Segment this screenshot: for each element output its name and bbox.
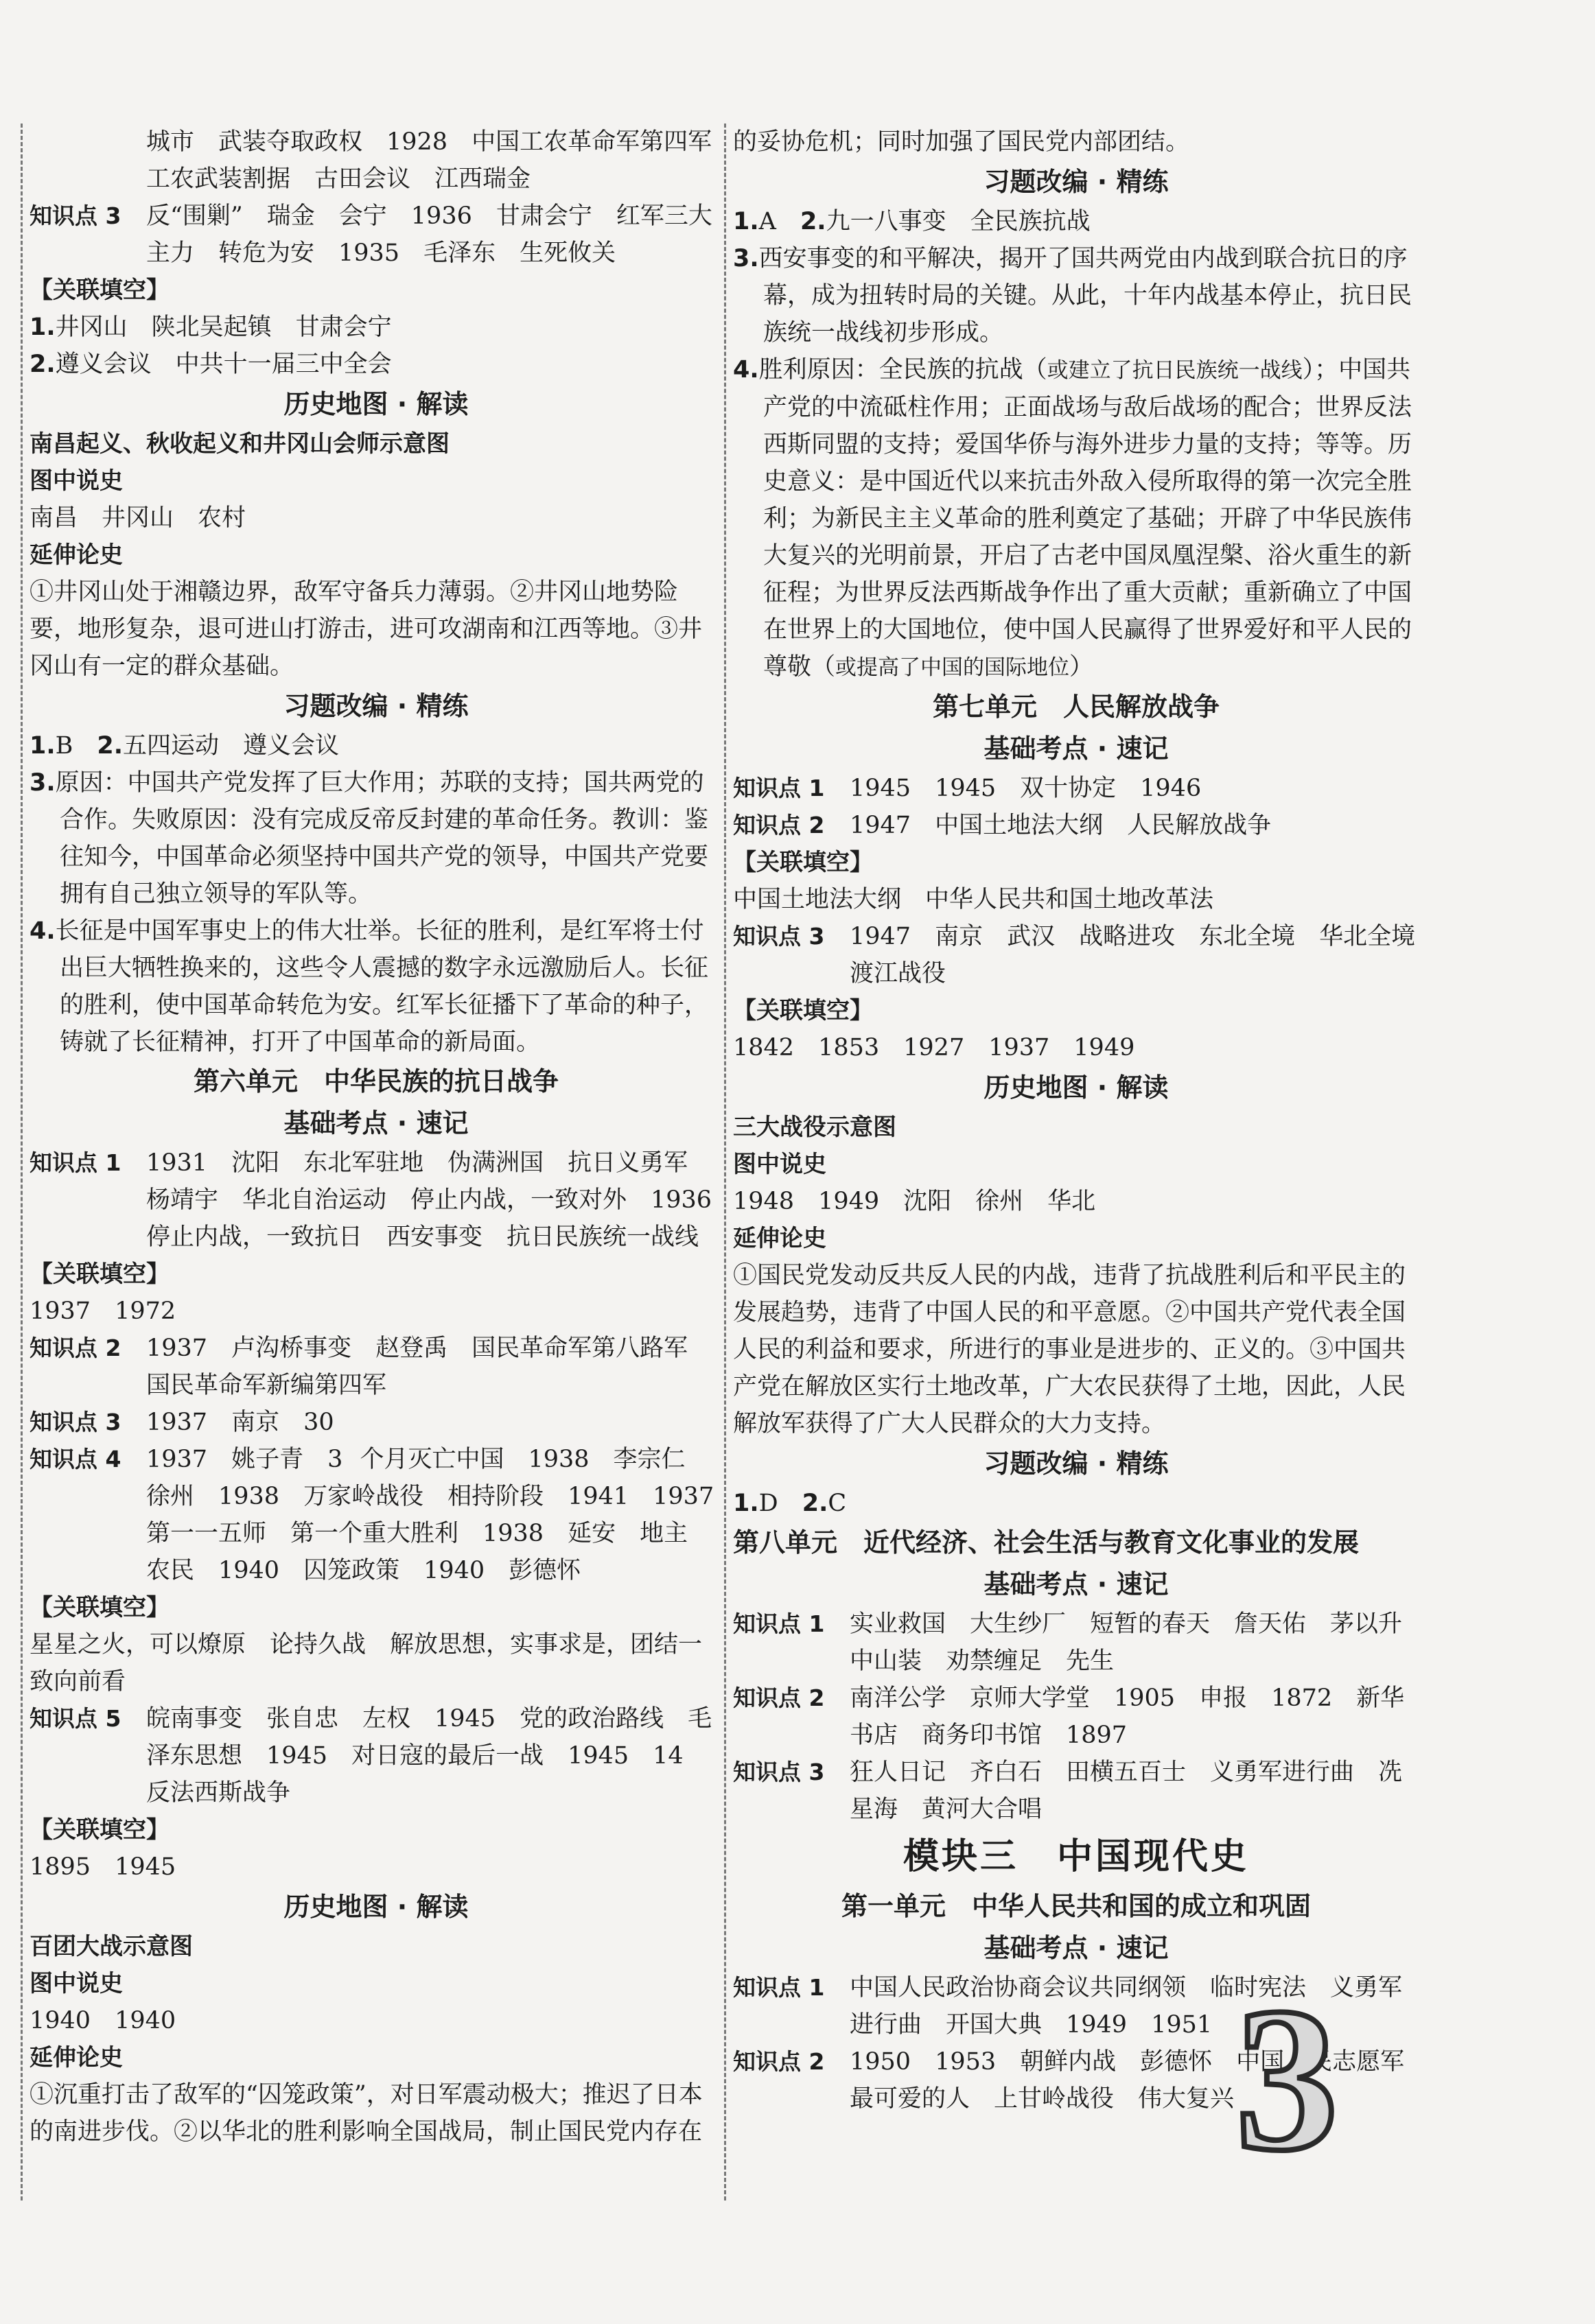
map-name: 三大战役示意图: [733, 1114, 896, 1141]
section-title-basic: 基础考点 · 速记: [983, 733, 1169, 764]
section-title-exercise: 习题改编 · 精练: [983, 167, 1169, 197]
map-subheading: 延伸论史: [30, 541, 123, 569]
right-column: [724, 124, 1440, 2200]
knowledge-point-3: [30, 198, 723, 272]
kp-label: 知识点 1: [733, 1610, 825, 1637]
kp-label: 知识点 4: [30, 1446, 121, 1472]
exercise-answer-1-2: 1.A 2.九一八事变 全民族抗战: [733, 208, 1091, 235]
knowledge-point-2: [30, 1330, 723, 1404]
related-answer-1: 1.井冈山 陕北吴起镇 甘肃会宁: [30, 314, 392, 341]
map-answer: 1948 1949 沈阳 徐州 华北: [733, 1188, 1096, 1215]
knowledge-point-5: [30, 1700, 723, 1811]
kp-answers: 中国人民政治协商会议共同纲领 临时宪法 义勇军进行曲 开国大典 1949 1951: [850, 1974, 1403, 2039]
related-fill-tag: 【关联填空】: [733, 849, 873, 876]
related-answer: 1937 1972: [30, 1298, 176, 1325]
map-discussion: ①井冈山处于湘赣边界，敌军守备兵力薄弱。②井冈山地势险要，地形复杂，退可进山打游击，进可攻湖南和江西等地。③井冈山有一定的群众基础。: [30, 578, 703, 680]
section-title-basic: 基础考点 · 速记: [983, 1569, 1169, 1599]
handwritten-note: 或建立了抗日民族统一战线: [1047, 358, 1303, 383]
kp-label: 知识点 3: [733, 923, 825, 950]
kp-answers: 1950 1953 朝鲜内战 彭德怀 中国人民志愿军 最可爱的人 上甘岭战役 伟大复兴: [850, 2048, 1429, 2113]
section-title-basic: 基础考点 · 速记: [283, 1108, 469, 1138]
kp-label: 知识点 1: [30, 1149, 121, 1176]
map-answer: 1940 1940: [30, 2007, 176, 2034]
related-answer: 1895 1945: [30, 1853, 176, 1881]
kp-answers: 1937 南京 30: [146, 1409, 334, 1436]
knowledge-point-3: [30, 1404, 723, 1441]
kp-label: 知识点 2: [733, 2048, 825, 2075]
kp-answers: 狂人日记 齐白石 田横五百士 义勇军进行曲 冼星海 黄河大合唱: [850, 1759, 1403, 1823]
section-title-exercise: 习题改编 · 精练: [983, 1448, 1169, 1479]
map-answer: 南昌 井冈山 农村: [30, 504, 246, 532]
map-subheading: 图中说史: [30, 1970, 123, 1997]
related-answer-2: 2.遵义会议 中共十一届三中全会: [30, 351, 392, 378]
related-fill-tag: 【关联填空】: [733, 997, 873, 1024]
kp-label: 知识点 3: [30, 202, 121, 229]
kp-label: 知识点 1: [733, 1974, 825, 2001]
section-title-map: 历史地图 · 解读: [983, 1072, 1169, 1103]
kp-label: 知识点 5: [30, 1705, 121, 1732]
section-title-exercise: 习题改编 · 精练: [283, 691, 469, 721]
map-name: 百团大战示意图: [30, 1933, 193, 1960]
continuation-text: 的妥协危机；同时加强了国民党内部团结。: [733, 128, 1190, 156]
kp-answers: 1937 姚子青 3 个月灭亡中国 1938 李宗仁 徐州 1938 万家岭战役 相持阶段 1941 1937 第一一五师 第一个重大胜利 1938 延安 地主 农民 1940 囚笼政策 1940 彭德怀: [146, 1446, 738, 1584]
map-discussion: ①国民党发动反共反人民的内战，违背了抗战胜利后和平民主的发展趋势，违背了中国人民的和平意愿。②中国共产党代表全国人民的利益和要求，所进行的事业是进步的、正义的。③中国共产党在解放区实行土地改革，广大农民获得了土地，因此，人民解放军获得了广大人民群众的大力支持。: [733, 1262, 1406, 1437]
kp-label: 知识点 2: [733, 1685, 825, 1711]
related-fill-tag: 【关联填空】: [30, 1594, 170, 1621]
exercise-answer-3: 3.原因：中国共产党发挥了巨大作用；苏联的支持；国共两党的合作。失败原因：没有完成反帝反封建的革命任务。教训：鉴往知今，中国革命必须坚持中国共产党的领导，中国共产党要拥有自己独立领导的军队等。: [30, 769, 709, 908]
map-name: 南昌起义、秋收起义和井冈山会师示意图: [30, 430, 450, 458]
map-subheading: 延伸论史: [733, 1225, 826, 1252]
related-fill-tag: 【关联填空】: [30, 1260, 170, 1288]
kp-answers: 南洋公学 京师大学堂 1905 申报 1872 新华书店 商务印书馆 1897: [850, 1685, 1405, 1749]
unit-6-title: 第六单元 中华民族的抗日战争: [193, 1066, 559, 1096]
kp-answers: 实业救国 大生纱厂 短暂的春天 詹天佑 茅以升 中山装 劝禁缠足 先生: [850, 1610, 1427, 1675]
knowledge-point-2: [733, 807, 1419, 844]
kp-answers: 1947 南京 武汉 战略进攻 东北全境 华北全境 渡江战役: [850, 923, 1440, 987]
section-title-map: 历史地图 · 解读: [283, 389, 469, 419]
kp-answers: 1945 1945 双十协定 1946: [850, 775, 1202, 802]
handwritten-note: 或提高了中国的国际地位: [835, 655, 1070, 680]
map-subheading: 图中说史: [733, 1151, 826, 1178]
related-answer: 星星之火，可以燎原 论持久战 解放思想，实事求是，团结一致向前看: [30, 1631, 703, 1695]
kp-label: 知识点 3: [30, 1409, 121, 1435]
knowledge-point-1: [733, 1606, 1427, 1680]
kp-label: 知识点 2: [733, 812, 825, 838]
knowledge-point-1: [30, 1145, 736, 1256]
kp-answers: 1931 沈阳 东北军驻地 伪满洲国 抗日义勇军 杨靖宇 华北自治运动 停止内战，一致对外 1936 停止内战，一致抗日 西安事变 抗日民族统一战线: [146, 1149, 736, 1251]
exercise-answer-4: 4.胜利原因：全民族的抗战（或建立了抗日民族统一战线）；中国共产党的中流砥柱作用；正面战场与敌后战场的配合；世界反法西斯同盟的支持；爱国华侨与海外进步力量的支持；等等。历史意义：是中国近代以来抗击外敌入侵所取得的第一次完全胜利；为新民主主义革命的胜利奠定了基础；开辟了中华民族伟大复兴的光明前景，开启了古老中国凤凰涅槃、浴火重生的新征程；为世界反法西斯战争作出了重大贡献；重新确立了中国在世界上的大国地位，使中国人民赢得了世界爱好和平人民的尊敬（或提高了中国的国际地位）: [733, 356, 1412, 681]
kp-answers: 1947 中国土地法大纲 人民解放战争: [850, 812, 1272, 839]
unit-7-title: 第七单元 人民解放战争: [932, 692, 1220, 722]
kp-answers: 1937 卢沟桥事变 赵登禹 国民革命军第八路军 国民革命军新编第四军: [146, 1335, 712, 1399]
exercise-answer-1-2: 1.D 2.C: [733, 1490, 847, 1517]
map-discussion: ①沉重打击了敌军的“囚笼政策”，对日军震动极大；推迟了日本的南进步伐。②以华北的胜利影响全国战局，制止国民党内存在: [30, 2081, 703, 2146]
knowledge-point-1: [733, 770, 1419, 807]
knowledge-point-4: [30, 1441, 738, 1589]
section-title-basic: 基础考点 · 速记: [983, 1933, 1169, 1963]
unit-8-title: 第八单元 近代经济、社会生活与教育文化事业的发展: [733, 1527, 1360, 1558]
exercise-answer-1-2: 1.B 2.五四运动 遵义会议: [30, 732, 340, 760]
page-number: 3: [1235, 1965, 1338, 2193]
map-subheading: 延伸论史: [30, 2044, 123, 2071]
module-3-title: 模块三 中国现代史: [903, 1836, 1249, 1877]
knowledge-point-3: [733, 1754, 1419, 1828]
kp-label: 知识点 1: [733, 775, 825, 801]
exercise-answer-3: 3.西安事变的和平解决，揭开了国共两党由内战到联合抗日的序幕，成为扭转时局的关键。从此，十年内战基本停止，抗日民族统一战线初步形成。: [733, 245, 1412, 347]
exercise-answer-4: 4.长征是中国军事史上的伟大壮举。长征的胜利，是红军将士付出巨大牺牲换来的，这些令人震撼的数字永远激励后人。长征的胜利，使中国革命转危为安。红军长征播下了革命的种子，铸就了长征精神，打开了中国革命的新局面。: [30, 917, 709, 1056]
kp-answers: 反“围剿” 瑞金 会宁 1936 甘肃会宁 红军三大主力 转危为安 1935 毛泽东 生死攸关: [146, 202, 712, 267]
kp-label: 知识点 2: [30, 1335, 121, 1361]
kp-answers: 皖南事变 张自忠 左权 1945 党的政治路线 毛泽东思想 1945 对日寇的最后一战 1945 14 反法西斯战争: [146, 1705, 712, 1807]
knowledge-point-2: [733, 1680, 1419, 1754]
related-answer: 1842 1853 1927 1937 1949: [733, 1034, 1135, 1061]
module3-unit-1-title: 第一单元 中华人民共和国的成立和巩固: [841, 1891, 1311, 1921]
knowledge-point-3: [733, 918, 1440, 992]
kp2-continuation: 城市 武装夺取政权 1928 中国工农革命军第四军 工农武装割据 古田会议 江西瑞金: [146, 128, 736, 193]
related-answer: 中国土地法大纲 中华人民共和国土地改革法: [733, 886, 1214, 913]
section-title-map: 历史地图 · 解读: [283, 1892, 469, 1922]
map-subheading: 图中说史: [30, 467, 123, 495]
kp-label: 知识点 3: [733, 1759, 825, 1785]
left-column: [21, 124, 738, 2200]
related-fill-tag: 【关联填空】: [30, 1816, 170, 1844]
related-fill-tag: 【关联填空】: [30, 277, 170, 304]
